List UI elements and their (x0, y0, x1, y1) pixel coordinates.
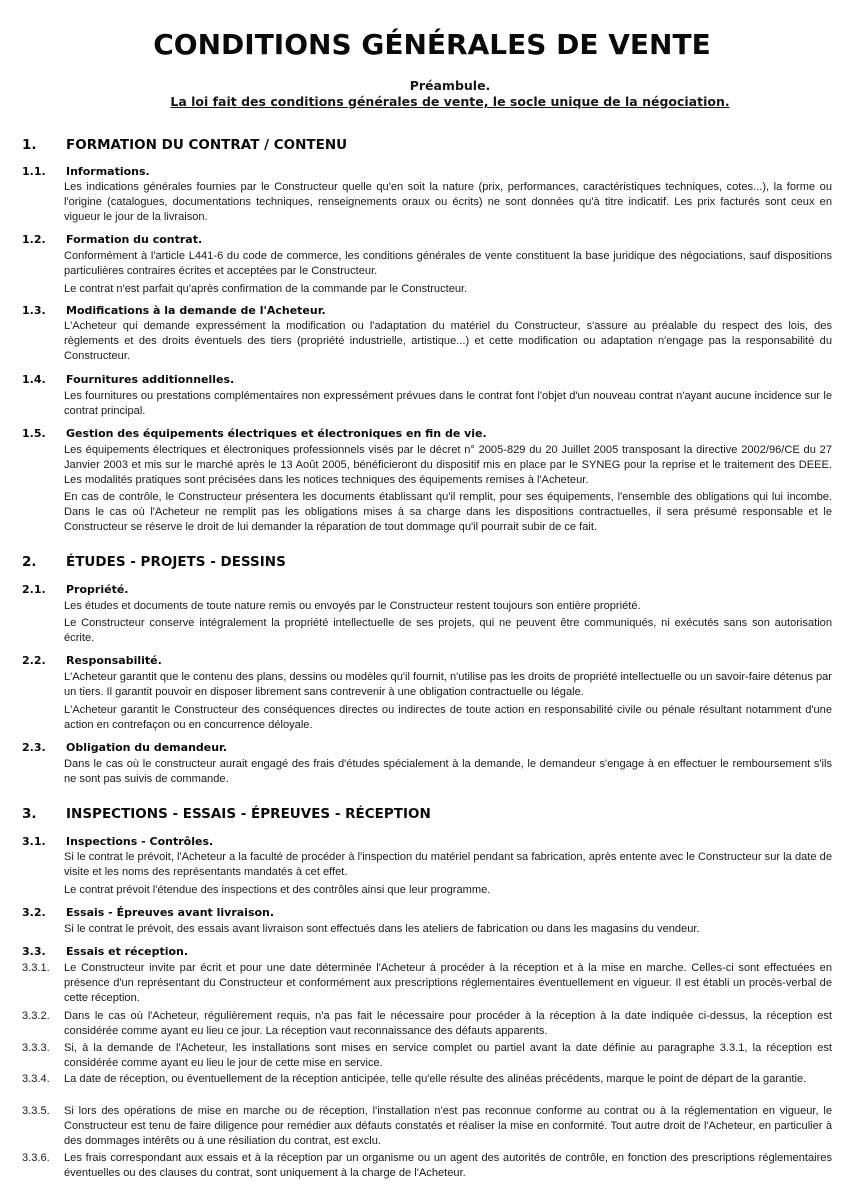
subsection-1-3-heading: 1.3. Modifications à la demande de l'Acheteur. (22, 304, 326, 317)
paragraph: L'Acheteur garantit que le contenu des plans, dessins ou modèles qu'il fournit, n'utilise pas les droits de propriété intellectuelle ou un savoir-faire détenus par un tiers. Il garantit pouvoir en disposer librement sans contrevenir à une obligation contractuelle ou légale. (64, 671, 832, 699)
section-number: 3. (22, 806, 37, 822)
paragraph: L'Acheteur garantit le Constructeur des conséquences directes ou indirectes de toute action en responsabilité civile ou pénale résultant notamment d'une action en contrefaçon ou en concurrence déloyale. (64, 704, 832, 732)
subsection-2-2-heading: 2.2. Responsabilité. (22, 654, 162, 667)
item-number: 3.3.4. (22, 1073, 50, 1085)
numbered-item-text: Les frais correspondant aux essais et à la réception par un organisme ou un agent des autorités de contrôle, en fonction des prescriptions réglementaires éventuelles ou des clauses du contrat, sont uniquement à la charge de l'Acheteur. (64, 1152, 832, 1180)
subsection-title: Responsabilité. (66, 654, 162, 667)
numbered-item-text: Le Constructeur invite par écrit et pour une date déterminée l'Acheteur à procéder à la réception et à la mise en marche. Celles-ci sont effectuées en présence d'un représentant du Constructeur et conformément aux prescriptions réglementaires éventuellement en vigueur. Il est établi un procès-verbal de cette réception. (64, 962, 832, 1005)
subsection-title: Inspections - Contrôles. (66, 835, 214, 848)
item-number: 3.3.2. (22, 1010, 50, 1022)
section-3-heading (22, 806, 431, 822)
section-number: 1. (22, 137, 37, 153)
document-title: CONDITIONS GÉNÉRALES DE VENTE (153, 28, 711, 61)
item-number: 3.3.5. (22, 1105, 50, 1117)
paragraph: Le Constructeur conserve intégralement la propriété intellectuelle de ses projets, qui ne peuvent être communiqués, ni exécutés sans son autorisation écrite. (64, 617, 832, 645)
subsection-title: Fournitures additionnelles. (66, 373, 235, 386)
paragraph: Le contrat prévoit l'étendue des inspections et des contrôles ainsi que leur programme. (64, 884, 491, 896)
paragraph: Les fournitures ou prestations complémentaires non expressément prévues dans le contrat font l'objet d'un nouveau contrat n'ayant aucune incidence sur le contrat principal. (64, 390, 832, 418)
subsection-title: Modifications à la demande de l'Acheteur. (66, 304, 326, 317)
subsection-1-2-heading: 1.2. Formation du contrat. (22, 233, 203, 246)
subsection-3-3-heading: 3.3. Essais et réception. (22, 945, 189, 958)
subsection-title: Obligation du demandeur. (66, 741, 228, 754)
item-number: 3.3.1. (22, 962, 50, 974)
subsection-1-1-heading: 1.1. Informations. (22, 165, 150, 178)
subsection-title: Essais et réception. (66, 945, 189, 958)
numbered-item-text: La date de réception, ou éventuellement de la réception anticipée, telle qu'elle résulte des alinéas précédents, marque le point de départ de la garantie. (64, 1073, 807, 1085)
preamble-subtitle: La loi fait des conditions générales de vente, le socle unique de la négociation. (170, 94, 730, 109)
section-title: ÉTUDES - PROJETS - DESSINS (66, 554, 286, 570)
paragraph: L'Acheteur qui demande expressément la modification ou l'adaptation du matériel du Constructeur, s'assure au préalable du respect des lois, des règlements et des droits éventuels des tiers (propriété industrielle, artistique...) et cette modification ou adaptation n'engage pas la responsabilité du Constructeur. (64, 320, 832, 363)
paragraph: En cas de contrôle, le Constructeur présentera les documents établissant qu'il remplit, pour ses équipements, l'ensemble des obligations qui lui incombe. Dans le cas où l'Acheteur ne remplit pas les obligations mises à sa charge dans les dispositions contractuelles, il sera présumé responsable et le Constructeur se réserve le droit de lui demander la réparation de tout dommage qu'il pourrait subir de ce fait. (64, 491, 832, 534)
paragraph: Conformément à l'article L441-6 du code de commerce, les conditions générales de vente constituent la base juridique des négociations, sauf dispositions particulières contraires écrites et acceptées par le Constructeur. (64, 250, 832, 278)
subsection-title: Informations. (66, 165, 150, 178)
subsection-1-4-heading: 1.4. Fournitures additionnelles. (22, 373, 235, 386)
subsection-2-1-heading: 2.1. Propriété. (22, 583, 129, 596)
subsection-3-1-heading: 3.1. Inspections - Contrôles. (22, 835, 214, 848)
section-title: FORMATION DU CONTRAT / CONTENU (66, 137, 348, 153)
subsection-title: Propriété. (66, 583, 129, 596)
paragraph: Les équipements électriques et électroniques professionnels visés par le décret n° 2005-829 du 20 Juillet 2005 transposant la directive 2002/96/CE du 27 Janvier 2003 et mis sur le marché après le 13 Août 2005, bénéficieront du dispositif mis en place par le SYNEG pour la reprise et le traitement des DEEE. Les modalités pratiques sont précisées dans les notices techniques des équipements remises à l'Acheteur. (64, 444, 832, 487)
section-title: INSPECTIONS - ESSAIS - ÉPREUVES - RÉCEPTION (66, 806, 431, 822)
preamble-title: Préambule. (409, 78, 491, 93)
paragraph: Si le contrat le prévoit, l'Acheteur a la faculté de procéder à l'inspection du matériel pendant sa fabrication, après entente avec le Constructeur sur la date de visite et les noms des représentants mandatés à cet effet. (64, 851, 832, 879)
paragraph: Les indications générales fournies par le Constructeur quelle qu'en soit la nature (prix, performances, caractéristiques techniques, cotes...), la forme ou l'origine (catalogues, documentations techniques, renseignements oraux ou écrits) ne sont données qu'à titre indicatif. Les prix facturés sont ceux en vigueur le jour de la livraison. (64, 181, 832, 224)
subsection-1-5-heading: 1.5. Gestion des équipements électriques et électroniques en fin de vie. (22, 427, 487, 440)
item-number: 3.3.6. (22, 1152, 50, 1164)
numbered-item-text: Si lors des opérations de mise en marche ou de réception, l'installation n'est pas reconnue conforme au contrat ou à la réglementation en vigueur, le Constructeur est tenu de faire diligence pour remédier aux défauts constatés et réaliser la mise en conformité. Tout autre droit de l'Acheteur, en particulier à des dommages intérêts ou à une résiliation du contrat, est exclu. (64, 1105, 832, 1148)
subsection-title: Formation du contrat. (66, 233, 203, 246)
paragraph: Le contrat n'est parfait qu'après confirmation de la commande par le Constructeur. (64, 283, 468, 295)
section-1-heading (22, 137, 347, 153)
item-number: 3.3.3. (22, 1042, 50, 1054)
section-number: 2. (22, 554, 37, 570)
subsection-title: Gestion des équipements électriques et électroniques en fin de vie. (66, 427, 487, 440)
subsection-title: Essais - Épreuves avant livraison. (66, 906, 275, 919)
subsection-3-2-heading: 3.2. Essais - Épreuves avant livraison. (22, 906, 275, 919)
paragraph: Si le contrat le prévoit, des essais avant livraison sont effectués dans les ateliers de fabrication ou dans les magasins du vendeur. (64, 923, 700, 935)
section-2-heading (22, 554, 286, 570)
paragraph: Dans le cas où le constructeur aurait engagé des frais d'études spécialement à la demande, le demandeur s'engage à en effectuer le remboursement s'ils ne sont pas suivis de commande. (64, 758, 832, 786)
numbered-item-text: Dans le cas où l'Acheteur, régulièrement requis, n'a pas fait le nécessaire pour procéder à la réception à la date indiquée ci-dessus, la réception est considérée comme ayant eu lieu ce jour. La réception vaut reconnaissance des défauts apparents. (64, 1010, 832, 1038)
subsection-2-3-heading: 2.3. Obligation du demandeur. (22, 741, 228, 754)
numbered-item-text: Si, à la demande de l'Acheteur, les installations sont mises en service complet ou partiel avant la date définie au paragraphe 3.3.1, la réception est considérée comme ayant eu lieu le jour de cette mise en service. (64, 1042, 832, 1070)
paragraph: Les études et documents de toute nature remis ou envoyés par le Constructeur restent toujours son entière propriété. (64, 600, 641, 612)
